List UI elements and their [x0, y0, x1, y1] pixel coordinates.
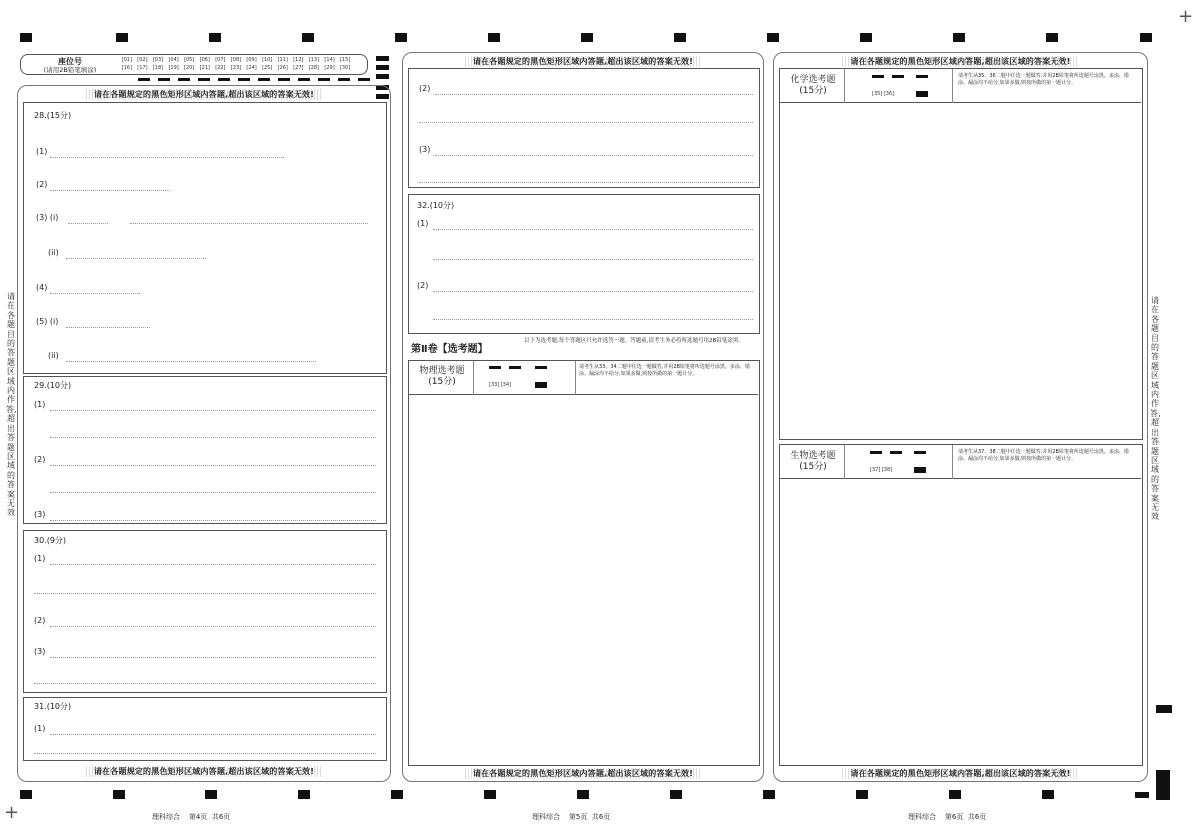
part2-title: 第Ⅱ卷【选考题】 [411, 344, 488, 355]
answer-box-chemistry[interactable] [779, 68, 1143, 440]
seat-bubble[interactable]: [03] [152, 57, 164, 63]
part2-note: 以下为选考题,每个答题区只允许选答一题。答题前,请考生务必将所选题号用2B铅笔涂黑。 [524, 338, 744, 344]
question-label: (5) (i) [36, 317, 59, 326]
seat-bubble[interactable]: [29] [324, 65, 335, 71]
seat-bubble[interactable]: [06] [199, 57, 210, 63]
timing-mark [20, 790, 32, 799]
seat-bubble[interactable]: [22] [215, 65, 226, 71]
question-label: (3) (i) [36, 213, 59, 222]
seat-bubble[interactable]: [30] [339, 65, 351, 71]
question-label: (2) [34, 616, 46, 625]
timing-mark [391, 790, 403, 799]
timing-mark [209, 33, 221, 42]
answer-box-q31[interactable] [23, 697, 387, 761]
question-label: (1) [34, 724, 46, 733]
timing-mark [1140, 33, 1152, 42]
seat-bubble[interactable]: [01] [121, 57, 132, 63]
question-label: (2) [419, 84, 431, 93]
seat-bubble[interactable]: [18] [152, 65, 164, 71]
crosshair-icon: + [1178, 6, 1194, 27]
seat-bubble[interactable]: [16] [121, 65, 132, 71]
seat-bubble-row-2 [119, 65, 353, 71]
crosshair-icon: + [4, 802, 20, 823]
seat-bubble[interactable]: [14] [324, 57, 335, 63]
question-label: (1) [417, 219, 429, 228]
question-title: 32.(10分) [417, 201, 455, 210]
timing-mark [949, 790, 961, 799]
banner-bottom-middle: 请在各题规定的黑色矩形区域内答题,超出该区域的答案无效! [402, 768, 764, 779]
seat-bubble[interactable]: [23] [230, 65, 242, 71]
seat-bubble[interactable]: [05] [184, 57, 195, 63]
timing-mark [302, 33, 314, 42]
seat-bubble[interactable]: [26] [277, 65, 288, 71]
timing-mark [674, 33, 686, 42]
side-warning-left: 请在各题目的答题区域内作答,超出答题区域的答案无效 [6, 292, 17, 518]
chemistry-note: 请考生从35、36二题中任选一题做答,并用2B铅笔将所选题号涂黑。多涂、错涂、漏涂均不给分,如果多做,则按所做的第一题计分。 [958, 73, 1129, 86]
seat-bubble[interactable]: [17] [137, 65, 148, 71]
answer-box-biology[interactable] [779, 444, 1143, 766]
question-label: (1) [36, 147, 48, 156]
banner-bottom-left: 请在各题规定的黑色矩形区域内答题,超出该区域的答案无效! [17, 766, 391, 777]
seat-bubble[interactable]: [20] [184, 65, 195, 71]
seat-number-box [20, 54, 368, 75]
banner-top-right: 请在各题规定的黑色矩形区域内答题,超出该区域的答案无效! [773, 56, 1148, 67]
seat-subtitle: (请用2B铅笔填涂) [43, 66, 97, 74]
seat-bubble-row-1 [119, 57, 353, 63]
timing-mark [577, 790, 589, 799]
question-label: (3) [34, 647, 46, 656]
question-label: (3) [419, 145, 431, 154]
seat-mark [376, 65, 389, 70]
seat-bubble[interactable]: [11] [277, 57, 288, 63]
biology-choice-bubbles[interactable]: [37] [38] [870, 467, 893, 473]
timing-mark [581, 33, 593, 42]
seat-bubble[interactable]: [09] [246, 57, 257, 63]
physics-choice-bubbles[interactable]: [33] [34] [489, 382, 512, 388]
timing-mark [1156, 770, 1170, 800]
timing-mark [395, 33, 407, 42]
timing-mark [205, 790, 217, 799]
banner-top-left: 请在各题规定的黑色矩形区域内答题,超出该区域的答案无效! [17, 89, 391, 100]
timing-mark [763, 790, 775, 799]
seat-mark [376, 74, 389, 79]
question-label: (4) [36, 283, 48, 292]
seat-bubble[interactable]: [19] [168, 65, 179, 71]
question-label: (1) [34, 554, 46, 563]
timing-mark [1046, 33, 1058, 42]
timing-mark [953, 33, 965, 42]
side-warning-right: 请在各题目的答题区域内作答,超出答题区域的答案无效 [1150, 296, 1161, 522]
footer-page-6: 理科综合 第6页 共6页 [908, 813, 987, 821]
physics-title: 物理选考题 (15分) [419, 366, 465, 387]
question-title: 28.(15分) [34, 111, 72, 120]
biology-note: 请考生从37、38二题中任选一题做答,并用2B铅笔将所选题号涂黑。多涂、错涂、漏涂均不给分,如果多做,则按所做的第一题计分。 [958, 449, 1129, 462]
timing-mark [767, 33, 779, 42]
seat-bubble[interactable]: [04] [168, 57, 179, 63]
timing-mark [488, 33, 500, 42]
seat-bubble[interactable]: [24] [246, 65, 257, 71]
biology-title: 生物选考题 (15分) [790, 451, 836, 472]
answer-box-physics[interactable] [408, 360, 760, 766]
seat-bubble[interactable]: [21] [199, 65, 210, 71]
seat-bubble[interactable]: [07] [215, 57, 226, 63]
seat-bubble[interactable]: [12] [293, 57, 304, 63]
question-label: (ii) [48, 248, 59, 257]
footer-page-4: 理科综合 第4页 共6页 [152, 813, 231, 821]
answer-box-q30[interactable] [23, 530, 387, 693]
answer-box-q31-continued[interactable] [408, 68, 760, 188]
seat-bubble[interactable]: [28] [308, 65, 320, 71]
answer-box-q32[interactable] [408, 194, 760, 334]
seat-title: 座位号 [58, 57, 82, 66]
timing-mark [670, 790, 682, 799]
banner-top-middle: 请在各题规定的黑色矩形区域内答题,超出该区域的答案无效! [402, 56, 764, 67]
question-title: 31.(10分) [34, 702, 72, 711]
question-label: (ii) [48, 351, 59, 360]
seat-bubble[interactable]: [27] [293, 65, 304, 71]
seat-bubble[interactable]: [25] [262, 65, 273, 71]
chemistry-choice-bubbles[interactable]: [35] [36] [872, 91, 895, 97]
timing-mark [1156, 705, 1172, 713]
question-label: (1) [34, 400, 46, 409]
seat-bubble[interactable]: [02] [137, 57, 148, 63]
timing-mark [484, 790, 496, 799]
question-label: (2) [34, 455, 46, 464]
physics-note: 请考生从33、34二题中任选一题做答,并用2B铅笔将所选题号涂黑。多涂、错涂、漏涂均不给分,如果多做,则按所做的第一题计分。 [579, 364, 750, 377]
question-label: (3) [34, 510, 46, 519]
seat-bubble[interactable]: [15] [339, 57, 351, 63]
seat-bubble[interactable]: [08] [230, 57, 242, 63]
timing-mark [116, 33, 128, 42]
timing-mark [1042, 790, 1054, 799]
timing-mark [298, 790, 310, 799]
question-title: 29.(10分) [34, 381, 72, 390]
question-label: (2) [417, 281, 429, 290]
answer-box-q28[interactable] [23, 102, 387, 374]
timing-mark [860, 33, 872, 42]
chemistry-title: 化学选考题 (15分) [790, 75, 836, 96]
banner-bottom-right: 请在各题规定的黑色矩形区域内答题,超出该区域的答案无效! [773, 768, 1148, 779]
timing-mark [856, 790, 868, 799]
question-label: (2) [36, 180, 48, 189]
footer-page-5: 理科综合 第5页 共6页 [532, 813, 611, 821]
timing-mark [113, 790, 125, 799]
question-title: 30.(9分) [34, 536, 67, 545]
seat-mark [376, 56, 389, 61]
seat-bubble[interactable]: [13] [308, 57, 320, 63]
seat-bubble[interactable]: [10] [262, 57, 273, 63]
answer-box-q29[interactable] [23, 376, 387, 524]
timing-mark [20, 33, 32, 42]
timing-mark [1135, 792, 1149, 798]
